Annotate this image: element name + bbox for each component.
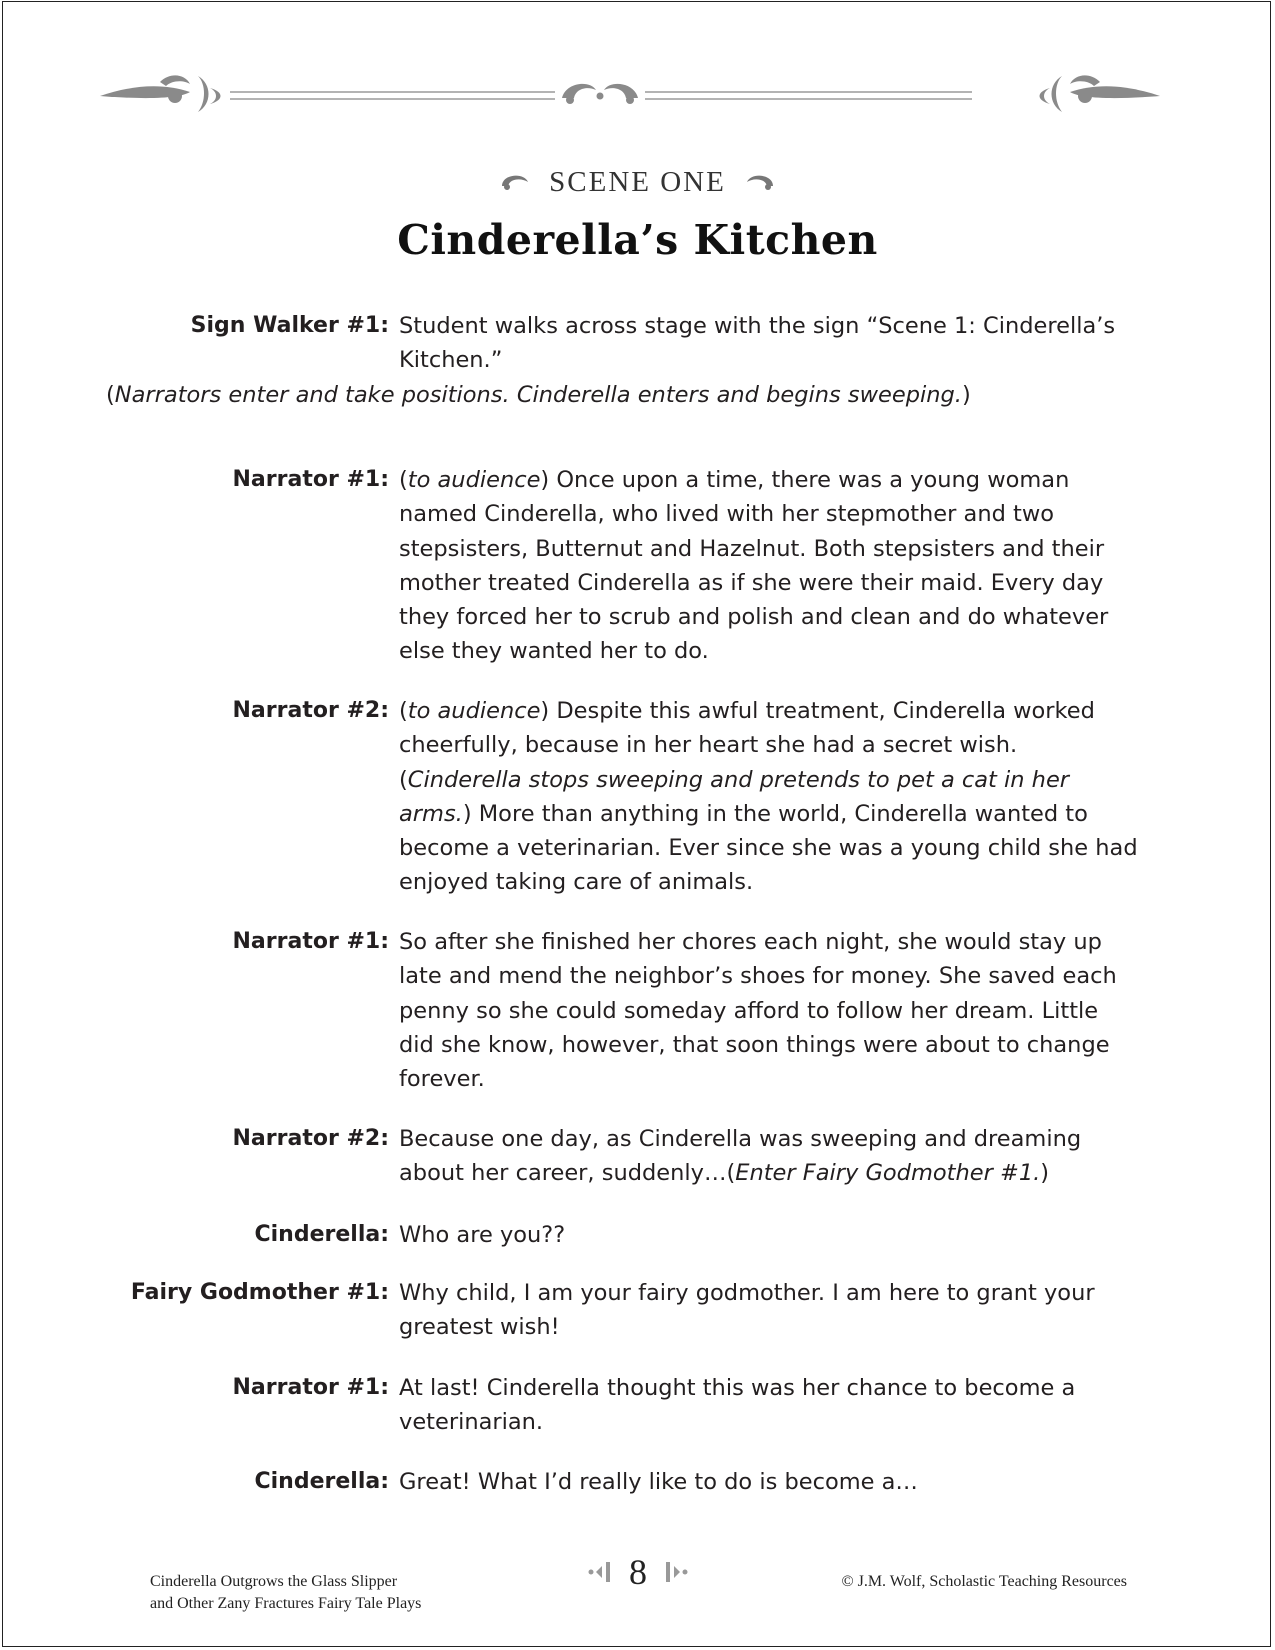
speech-text: (to audience) Despite this awful treatment, Cinderella worked cheerfully, because in her heart she had a secret wish. (Cinderella stops sweeping and pretends to pet a cat in her arms.) More than anything in the world, Cinderella wanted to become a veterinarian. Ever since she was a young child she had enjoyed taking care of animals. bbox=[399, 698, 1138, 896]
speech-text: Who are you?? bbox=[399, 1222, 566, 1248]
speech-text: Because one day, as Cinderella was sweeping and dreaming about her career, suddenly…(Enter Fairy Godmother #1.) bbox=[399, 1126, 1082, 1187]
stage-direction: (Narrators enter and take positions. Cinderella enters and begins sweeping.) bbox=[106, 382, 971, 408]
page-number-right-ornament-icon bbox=[662, 1558, 692, 1586]
footer-copyright: © J.M. Wolf, Scholastic Teaching Resources bbox=[841, 1573, 1127, 1590]
speaker-label: Narrator #2: bbox=[232, 1126, 389, 1151]
speaker-label: Cinderella: bbox=[254, 1222, 389, 1247]
speaker-label: Fairy Godmother #1: bbox=[130, 1280, 389, 1305]
speech-text: Student walks across stage with the sign “Scene 1: Cinderella’s Kitchen.” bbox=[399, 313, 1116, 374]
footer-title-line-2: and Other Zany Fractures Fairy Tale Plays bbox=[150, 1595, 422, 1612]
speech-text: At last! Cinderella thought this was her chance to become a veterinarian. bbox=[399, 1375, 1076, 1436]
header-ornament-icon bbox=[100, 68, 1160, 128]
speaker-label: Narrator #1: bbox=[232, 467, 389, 492]
speech-text: Why child, I am your fairy godmother. I am here to grant your greatest wish! bbox=[399, 1280, 1095, 1341]
footer-title-line-1: Cinderella Outgrows the Glass Slipper bbox=[150, 1573, 398, 1590]
page-number-left-ornament-icon bbox=[584, 1558, 614, 1586]
scene-title: Cinderella’s Kitchen bbox=[397, 216, 878, 264]
speech-text: So after she finished her chores each night, she would stay up late and mend the neighbor’s shoes for money. She saved each penny so she could someday afford to follow her dream. Little did she know, however, that soon things were about to change forever. bbox=[399, 929, 1117, 1093]
page-number-block bbox=[578, 1550, 698, 1594]
speaker-label: Narrator #1: bbox=[232, 1375, 389, 1400]
right-swirl-icon bbox=[743, 172, 777, 192]
speaker-label: Narrator #1: bbox=[232, 929, 389, 954]
speaker-label: Narrator #2: bbox=[232, 698, 389, 723]
scene-number: SCENE ONE bbox=[549, 165, 726, 198]
speaker-label: Cinderella: bbox=[254, 1469, 389, 1494]
page-number: 8 bbox=[629, 1552, 647, 1592]
footer-book-title bbox=[150, 1571, 421, 1615]
speech-text: Great! What I’d really like to do is become a… bbox=[399, 1469, 918, 1495]
left-swirl-icon bbox=[498, 172, 532, 192]
speech-text: (to audience) Once upon a time, there was a young woman named Cinderella, who lived with her stepmother and two stepsisters, Butternut and Hazelnut. Both stepsisters and their mother treated Cinderella as if she were their maid. Every day they forced her to scrub and polish and clean and do whatever else they wanted her to do. bbox=[399, 467, 1109, 665]
speaker-label: Sign Walker #1: bbox=[190, 313, 389, 338]
scene-label bbox=[0, 164, 1275, 199]
